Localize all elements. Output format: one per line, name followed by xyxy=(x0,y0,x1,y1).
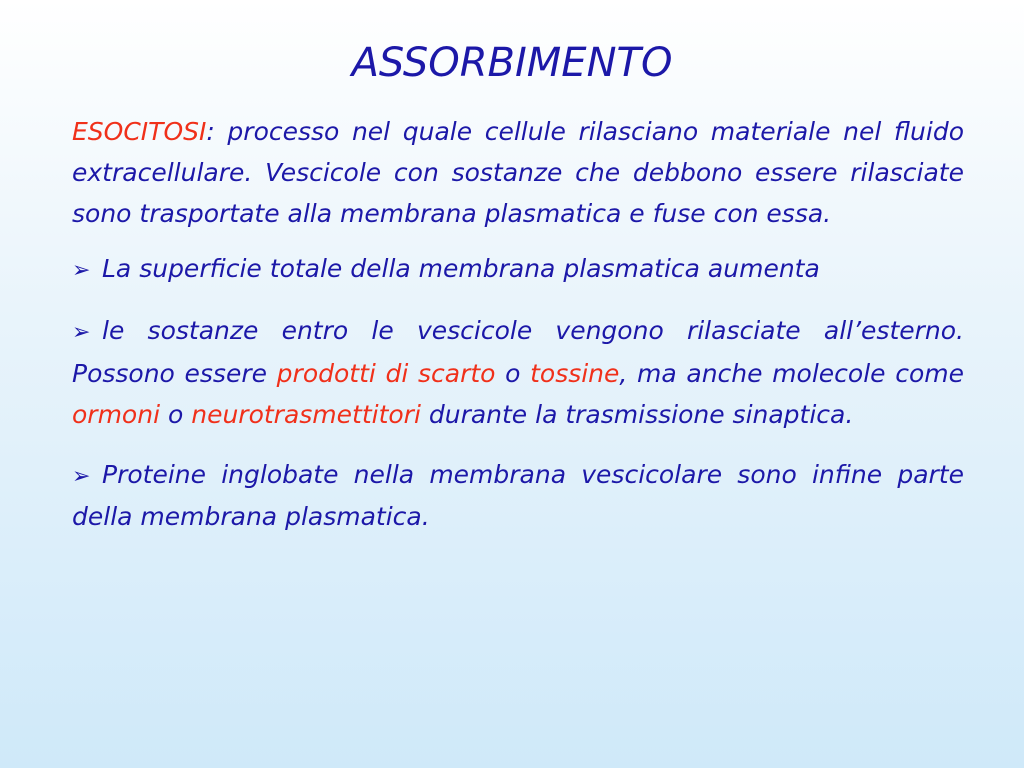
bullet-point-2-text-c: , ma anche molecole come xyxy=(619,358,964,388)
bullet-point-3-text: Proteine inglobate nella membrana vescicolare sono infine parte della membrana plasmatica. xyxy=(72,459,964,532)
arrow-bullet-icon: ➢ xyxy=(72,258,91,284)
arrow-bullet-icon: ➢ xyxy=(72,463,91,489)
definition-separator: : xyxy=(206,117,215,146)
bullet-point-3 xyxy=(72,455,964,539)
bullet-point-2-text-b: o xyxy=(495,358,531,388)
arrow-bullet-icon: ➢ xyxy=(72,320,91,346)
definition-paragraph xyxy=(72,112,964,234)
definition-term: ESOCITOSI xyxy=(72,117,207,146)
definition-text: processo nel quale cellule rilasciano materiale nel fluido extracellulare. Vescicole con sostanze che debbono essere rilasciate sono trasportate alla membrana plasmatica e fuse con essa. xyxy=(72,117,964,228)
bullet-point-2-text-d: o xyxy=(160,399,192,429)
slide-title: ASSORBIMENTO xyxy=(351,40,673,86)
bullet-point-1 xyxy=(72,249,964,292)
bullet-point-2 xyxy=(72,311,964,435)
bullet-point-2-text-a: le sostanze entro le vescicole vengono rilasciate all’esterno. Possono essere xyxy=(72,316,964,388)
highlight-neurotrasmettitori: neurotrasmettitori xyxy=(191,399,421,429)
bullet-point-2-text-e: durante la trasmissione sinaptica. xyxy=(420,399,854,429)
highlight-tossine: tossine xyxy=(530,358,620,388)
highlight-prodotti-di-scarto: prodotti di scarto xyxy=(276,358,496,388)
slide-body xyxy=(72,112,964,538)
bullet-point-1-text: La superficie totale della membrana plasmatica aumenta xyxy=(102,254,820,284)
highlight-ormoni: ormoni xyxy=(72,399,161,429)
